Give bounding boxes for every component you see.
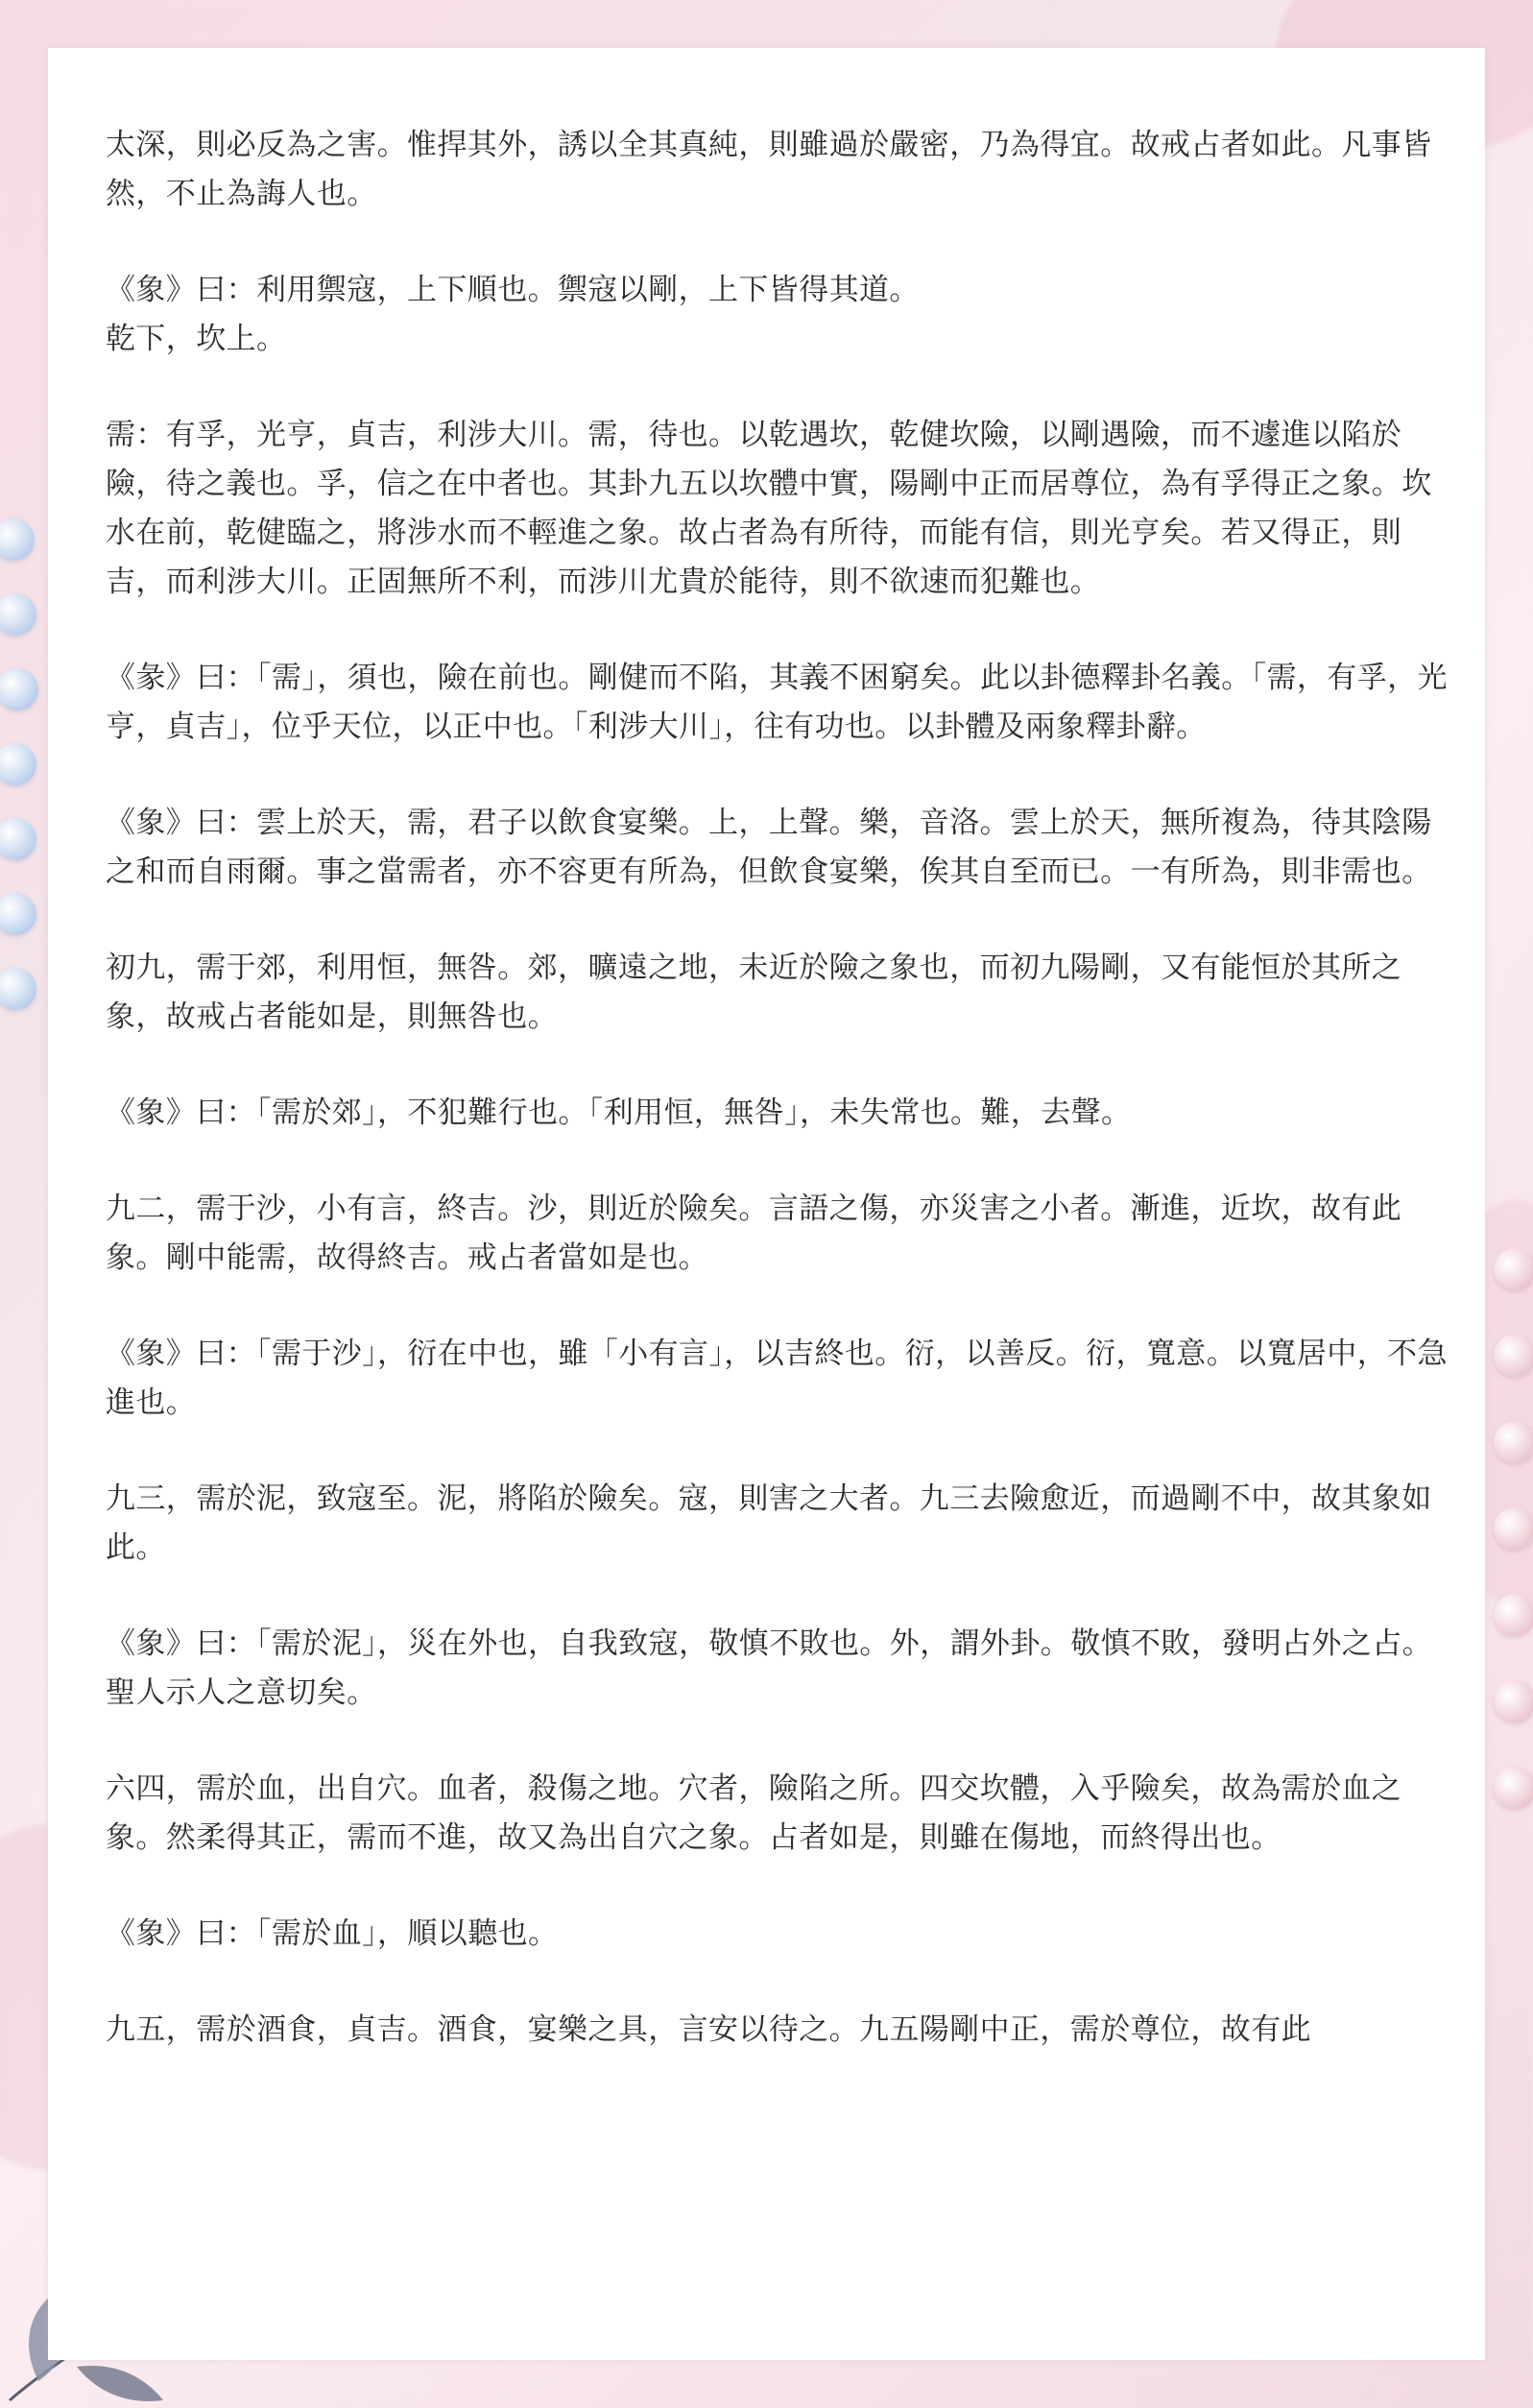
paragraph: 《象》曰：雲上於天，需，君子以飲食宴樂。上，上聲。樂，音洛。雲上於天，無所複為，待其陰陽之和而自雨爾。事之當需者，亦不容更有所為，但飲食宴樂，俟其自至而已。一有所為，則非需也。 (106, 806, 1432, 889)
decorative-bubbles-right (1494, 1248, 1533, 1872)
paragraph: 乾下，坎上。 (106, 322, 287, 356)
bubble-decoration (1494, 1680, 1533, 1722)
bubble-decoration (0, 668, 38, 710)
paragraph: 《象》曰：「需於泥」，災在外也，自我致寇，敬慎不敗也。外，謂外卦。敬慎不敗，發明占外之占。聖人示人之意切矣。 (106, 1626, 1432, 1710)
paragraph: 太深，則必反為之害。惟捍其外，誘以全其真純，則雖過於嚴密，乃為得宜。故戒占者如此。凡事皆然，不止為誨人也。 (106, 128, 1432, 211)
paragraph: 九二，需于沙，小有言，終吉。沙，則近於險矣。言語之傷，亦災害之小者。漸進，近坎，故有此象。剛中能需，故得終吉。戒占者當如是也。 (106, 1192, 1402, 1275)
bubble-decoration (0, 743, 36, 785)
paragraph: 初九，需于郊，利用恒，無咎。郊，曠遠之地，未近於險之象也，而初九陽剛，又有能恒於其所之象，故戒占者能如是，則無咎也。 (106, 951, 1402, 1034)
document-page (48, 48, 1485, 2360)
paragraph: 需：有孚，光亨，貞吉，利涉大川。需，待也。以乾遇坎，乾健坎險，以剛遇險，而不遽進以陷於險，待之義也。孚，信之在中者也。其卦九五以坎體中實，陽剛中正而居尊位，為有孚得正之象。坎水在前，乾健臨之，將涉水而不輕進之象。故占者為有所待，而能有信，則光亨矣。若又得正，則吉，而利涉大川。正固無所不利，而涉川尤貴於能待，則不欲速而犯難也。 (106, 418, 1432, 599)
bubble-decoration (0, 968, 36, 1010)
bubble-decoration (1494, 1335, 1533, 1377)
document-content (106, 121, 1449, 2102)
paragraph: 《象》曰：「需於郊」，不犯難行也。「利用恒，無咎」，未失常也。難，去聲。 (106, 1096, 1132, 1130)
bubble-decoration (1494, 1248, 1533, 1290)
paragraph: 《象》曰：「需於血」，順以聽也。 (106, 1916, 559, 1951)
bubble-decoration (1494, 1767, 1533, 1809)
bubble-decoration (1494, 1594, 1533, 1636)
paragraph: 《象》曰：利用禦寇，上下順也。禦寇以剛，上下皆得其道。 (106, 273, 920, 307)
paragraph: 六四，需於血，出自穴。血者，殺傷之地。穴者，險陷之所。四交坎體，入乎險矣，故為需於血之象。然柔得其正，需而不進，故又為出自穴之象。占者如是，則雖在傷地，而終得出也。 (106, 1771, 1402, 1855)
bubble-decoration (0, 593, 36, 636)
bubble-decoration (0, 518, 35, 561)
bubble-decoration (0, 893, 36, 935)
paragraph: 九三，需於泥，致寇至。泥，將陷於險矣。寇，則害之大者。九三去險愈近，而過剛不中，故其象如此。 (106, 1481, 1432, 1565)
bubble-decoration (0, 818, 36, 860)
paragraph: 《彖》曰：「需」，須也，險在前也。剛健而不陷，其義不困窮矣。此以卦德釋卦名義。「需，有孚，光亨，貞吉」，位乎天位，以正中也。「利涉大川」，往有功也。以卦體及兩象釋卦辭。 (106, 661, 1448, 744)
bubble-decoration (1494, 1421, 1533, 1463)
paragraph: 九五，需於酒食，貞吉。酒食，宴樂之具，言安以待之。九五陽剛中正，需於尊位，故有此 (106, 2012, 1311, 2047)
paragraph: 《象》曰：「需于沙」，衍在中也，雖「小有言」，以吉終也。衍，以善反。衍，寬意。以寬居中，不急進也。 (106, 1336, 1448, 1420)
bubble-decoration (1494, 1507, 1533, 1550)
